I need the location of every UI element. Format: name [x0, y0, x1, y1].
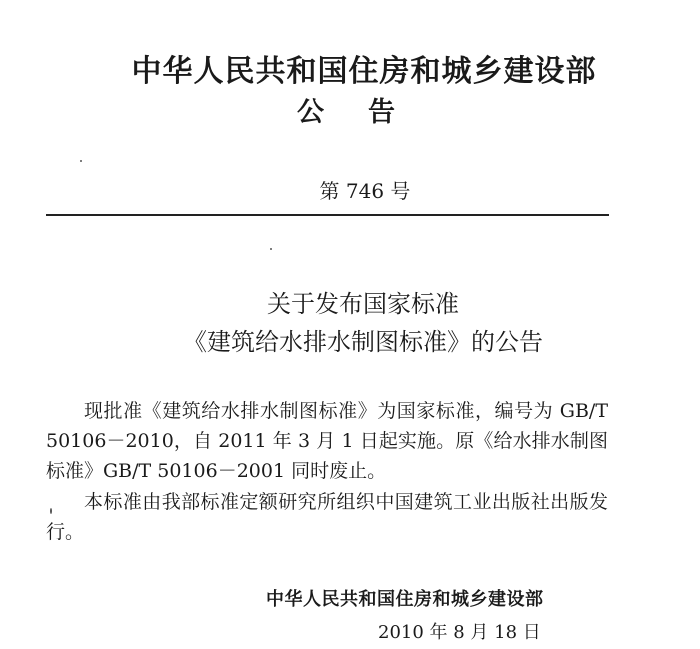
ministry-title: 中华人民共和国住房和城乡建设部 — [131, 54, 597, 89]
announcement-label: 公告 — [297, 97, 439, 128]
scan-speck — [270, 248, 272, 250]
notice-title-line-1: 关于发布国家标准 — [267, 290, 459, 318]
body-paragraph-1: 现批准《建筑给水排水制图标准》为国家标准，编号为 GB/T 50106－2010，自 2011 年 3 月 1 日起实施。原《给水排水制图标准》GB/T 50106－2001 同时废止。 — [46, 400, 608, 482]
header-divider — [46, 214, 609, 216]
document-number: 第 746 号 — [319, 179, 411, 203]
signature-date: 2010 年 8 月 18 日 — [378, 622, 541, 643]
signature-issuer: 中华人民共和国住房和城乡建设部 — [266, 589, 544, 610]
scan-speck — [80, 160, 82, 162]
body-paragraph-2: 本标准由我部标准定额研究所组织中国建筑工业出版社出版发行。 — [46, 491, 608, 543]
notice-title-line-2: 《建筑给水排水制图标准》的公告 — [183, 328, 543, 356]
